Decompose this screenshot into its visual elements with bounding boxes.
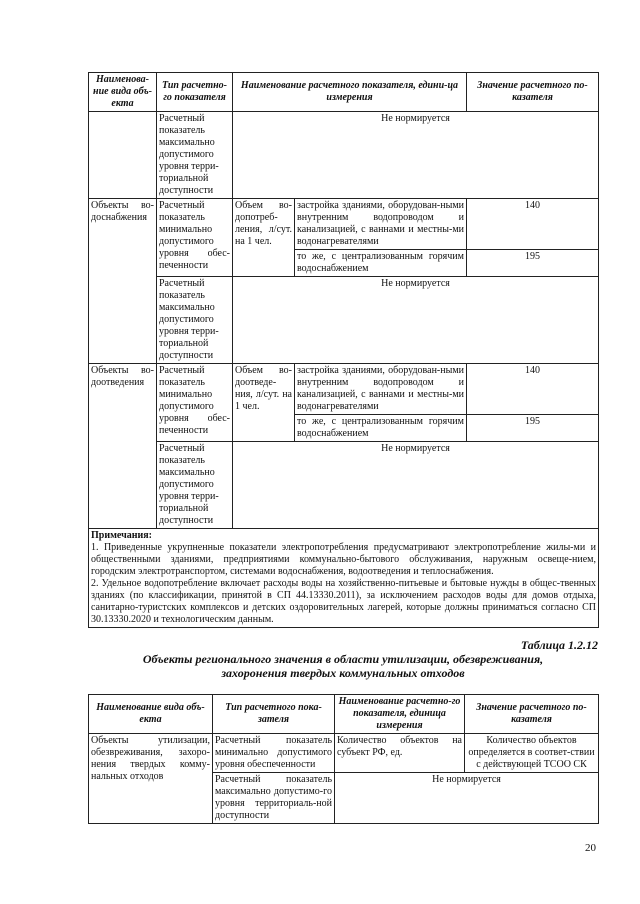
description-cell: застройка зданиями, оборудован-ными внутренним водопроводом и канализацией, с ваннами и местны-ми водонагревателями <box>295 199 467 250</box>
note-2: 2. Удельное водопотребление включает расходы воды на хозяйственно-питьевые и бытовые нужды в общес-твенных зданиях (по классификации, принятой в СП 44.13330.2011), за исключением расходов воды для домов отдыха, санитарно-туристских комплексов и детских оздоровительных лагерей, которые должны приниматься согласно СП 30.13330.2020 и технологическим данным. <box>91 578 596 625</box>
empty-cell <box>89 112 157 199</box>
table-header-row <box>89 73 599 112</box>
indicator-type-cell: Расчетный показатель минимально допустимого уровня обес-печенности <box>157 364 233 442</box>
value-cell: 140 <box>467 364 599 415</box>
table-title-line-1: Объекты регионального значения в области утилизации, обезвреживания, <box>142 652 544 666</box>
value-cell: Не нормируется <box>233 442 599 529</box>
indicator-name-cell: Объем во-доотведе-ния, л/сут. на 1 чел. <box>233 364 295 442</box>
waste-table <box>88 694 599 824</box>
page-number: 20 <box>585 842 596 854</box>
table-label: Таблица 1.2.12 <box>520 638 598 652</box>
value-cell: Не нормируется <box>335 773 599 824</box>
notes-cell <box>89 529 599 628</box>
notes-row <box>89 529 599 628</box>
value-cell: Не нормируется <box>233 277 599 364</box>
header-indicator-type: Тип расчетного пока-зателя <box>213 695 335 734</box>
header-indicator-value: Значение расчетного по-казателя <box>465 695 599 734</box>
indicator-type-cell: Расчетный показатель минимально допустимого уровня обеспеченности <box>213 734 335 773</box>
table-row <box>89 442 599 529</box>
table-header-row <box>89 695 599 734</box>
table-row <box>89 734 599 773</box>
object-cell: Объекты утилизации, обезвреживания, захоро-нения твердых комму-нальных отходов <box>89 734 213 824</box>
indicator-name-cell: Объем во-допотреб-ления, л/сут. на 1 чел. <box>233 199 295 277</box>
note-1: 1. Приведенные укрупненные показатели электропотребления предусматривают электропотребление жилы-ми и общественными зданиями, предприятиями коммунально-бытового обслуживания, наружным освеще-нием, городским электротранспортом, системами водоснабжения, водоотведения и теплоснабжения. <box>91 542 596 577</box>
value-cell: 195 <box>467 250 599 277</box>
indicator-type-cell: Расчетный показатель минимально допустимого уровня обес-печенности <box>157 199 233 277</box>
object-cell: Объекты во-доснабжения <box>89 199 157 364</box>
table-row <box>89 277 599 364</box>
description-cell: то же, с централизованным горячим водоснабжением <box>295 250 467 277</box>
header-indicator-name: Наименование расчетного показателя, едини-ца измерения <box>233 73 467 112</box>
value-cell: 140 <box>467 199 599 250</box>
indicator-type-cell: Расчетный показатель максимально допустимого уровня терри-ториальной доступности <box>157 277 233 364</box>
header-indicator-type: Тип расчетно-го показателя <box>157 73 233 112</box>
description-cell: то же, с централизованным горячим водоснабжением <box>295 415 467 442</box>
table-row <box>89 199 599 250</box>
header-indicator-name: Наименование расчетно-го показателя, единица измерения <box>335 695 465 734</box>
header-object-type: Наименование вида объ-екта <box>89 695 213 734</box>
table-row <box>89 112 599 199</box>
document-page <box>88 72 598 824</box>
table-title <box>88 652 598 680</box>
water-table <box>88 72 599 628</box>
indicator-type-cell: Расчетный показатель максимально допустимого уровня терри-ториальной доступности <box>157 442 233 529</box>
table-row <box>89 364 599 415</box>
indicator-type-cell: Расчетный показатель максимально допустимо-го уровня территориаль-ной доступности <box>213 773 335 824</box>
header-object-type: Наименова-ние вида объ-екта <box>89 73 157 112</box>
value-cell: Количество объектов определяется в соответ-ствии с действующей ТСОО СК <box>465 734 599 773</box>
object-cell: Объекты во-доотведения <box>89 364 157 529</box>
header-indicator-value: Значение расчетного по-казателя <box>467 73 599 112</box>
value-cell: 195 <box>467 415 599 442</box>
value-cell: Не нормируется <box>233 112 599 199</box>
description-cell: застройка зданиями, оборудован-ными внутренним водопроводом и канализацией, с ваннами и местны-ми водонагревателями <box>295 364 467 415</box>
indicator-name-cell: Количество объектов на субъект РФ, ед. <box>335 734 465 773</box>
table-title-line-2: захоронения твердых коммунальных отходов <box>221 666 465 680</box>
indicator-type-cell: Расчетный показатель максимально допустимого уровня терри-ториальной доступности <box>157 112 233 199</box>
notes-title: Примечания: <box>91 530 153 541</box>
